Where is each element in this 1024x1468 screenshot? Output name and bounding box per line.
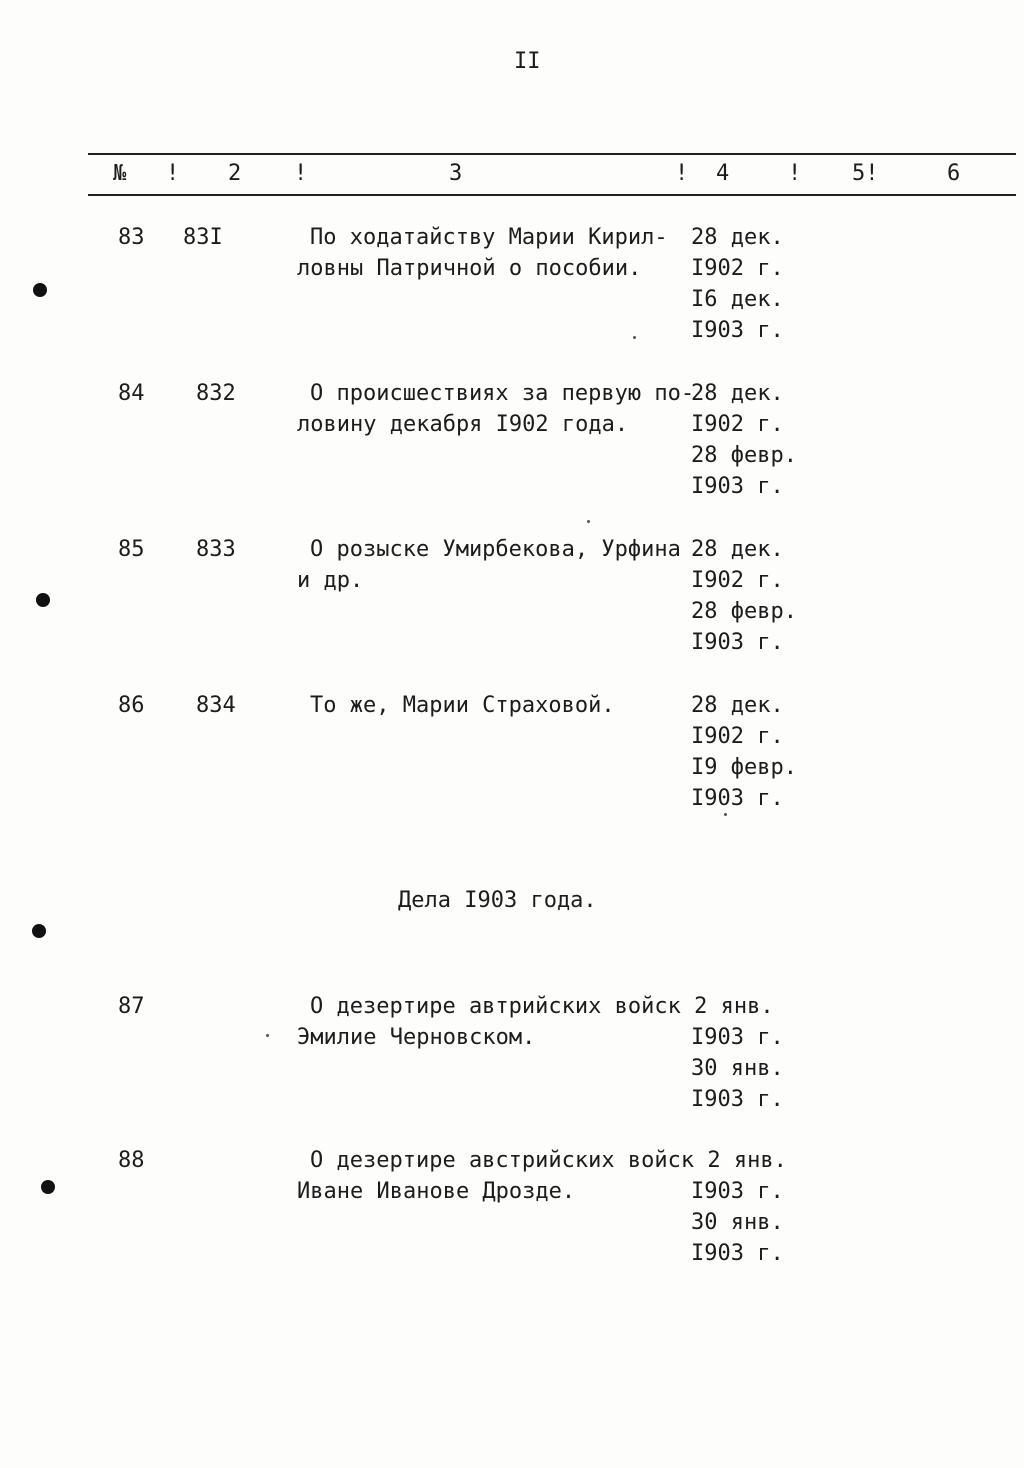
entry-title-line: ловны Патричной о пособии. — [297, 256, 642, 281]
entry-title-line: ловину декабря I902 года. — [297, 412, 629, 437]
header-sep-2: ! — [294, 161, 308, 186]
entry-number: 87 — [118, 994, 145, 1019]
entry-date-line: 30 янв. — [691, 1056, 784, 1081]
entry-title-line: По ходатайству Марии Кирил- — [310, 225, 668, 250]
scan-speck — [633, 336, 636, 339]
header-col-4: 4 — [716, 161, 730, 186]
punch-hole — [32, 924, 46, 938]
punch-hole — [33, 283, 47, 297]
entry-date-line: 28 дек. — [691, 225, 784, 250]
entry-date-line: 28 дек. — [691, 537, 784, 562]
page-number: II — [514, 49, 541, 74]
entry-date-line: 30 янв. — [691, 1210, 784, 1235]
entry-title-line: О дезертире автрийских войск 2 янв. — [310, 994, 774, 1019]
entry-title-line: Эмилие Черновском. — [297, 1025, 536, 1050]
entry-date-line: I903 г. — [691, 474, 784, 499]
entry-date-line: I902 г. — [691, 256, 784, 281]
entry-date-line: I903 г. — [691, 318, 784, 343]
entry-code: 83I — [183, 225, 223, 250]
header-col-5: 5! — [852, 161, 879, 186]
entry-title-line: То же, Марии Страховой. — [310, 693, 615, 718]
header-top-rule — [88, 153, 1016, 155]
entry-date-line: 28 февр. — [691, 443, 797, 468]
scan-speck — [587, 520, 590, 523]
entry-number: 85 — [118, 537, 145, 562]
entry-date-line: I903 г. — [691, 630, 784, 655]
entry-title-line: О розыске Умирбекова, Урфина — [310, 537, 681, 562]
punch-hole — [41, 1180, 55, 1194]
entry-title-line: О дезертире австрийских войск 2 янв. — [310, 1148, 787, 1173]
entry-code: 834 — [196, 693, 236, 718]
entry-title-line: О происшествиях за первую по- — [310, 381, 695, 406]
entry-date-line: I902 г. — [691, 412, 784, 437]
entry-title-line: и др. — [297, 568, 364, 593]
header-col-6: 6 — [947, 161, 961, 186]
header-sep-4: ! — [788, 161, 802, 186]
entry-number: 83 — [118, 225, 145, 250]
entry-date-line: I903 г. — [691, 1025, 784, 1050]
entry-date-line: 28 февр. — [691, 599, 797, 624]
entry-title-line: Иване Иванове Дрозде. — [297, 1179, 576, 1204]
entry-date-line: I9 февр. — [691, 755, 797, 780]
header-bottom-rule — [88, 194, 1016, 196]
entry-date-line: 28 дек. — [691, 693, 784, 718]
scan-speck — [266, 1034, 269, 1037]
entry-date-line: I903 г. — [691, 1087, 784, 1112]
header-sep-3: ! — [675, 161, 689, 186]
entry-date-line: I903 г. — [691, 1241, 784, 1266]
entry-number: 84 — [118, 381, 145, 406]
section-title: Дела I903 года. — [398, 888, 597, 913]
header-col-2: 2 — [228, 161, 242, 186]
header-sep-1: ! — [166, 161, 180, 186]
entry-code: 832 — [196, 381, 236, 406]
entry-date-line: I903 г. — [691, 786, 784, 811]
entry-date-line: 28 дек. — [691, 381, 784, 406]
entry-date-line: I903 г. — [691, 1179, 784, 1204]
entry-date-line: I902 г. — [691, 724, 784, 749]
entry-date-line: I6 дек. — [691, 287, 784, 312]
header-col-3: 3 — [449, 161, 463, 186]
punch-hole — [36, 593, 50, 607]
entry-date-line: I902 г. — [691, 568, 784, 593]
entry-number: 86 — [118, 693, 145, 718]
entry-code: 833 — [196, 537, 236, 562]
scan-speck — [724, 813, 727, 816]
header-col-1: № — [113, 161, 127, 186]
entry-number: 88 — [118, 1148, 145, 1173]
